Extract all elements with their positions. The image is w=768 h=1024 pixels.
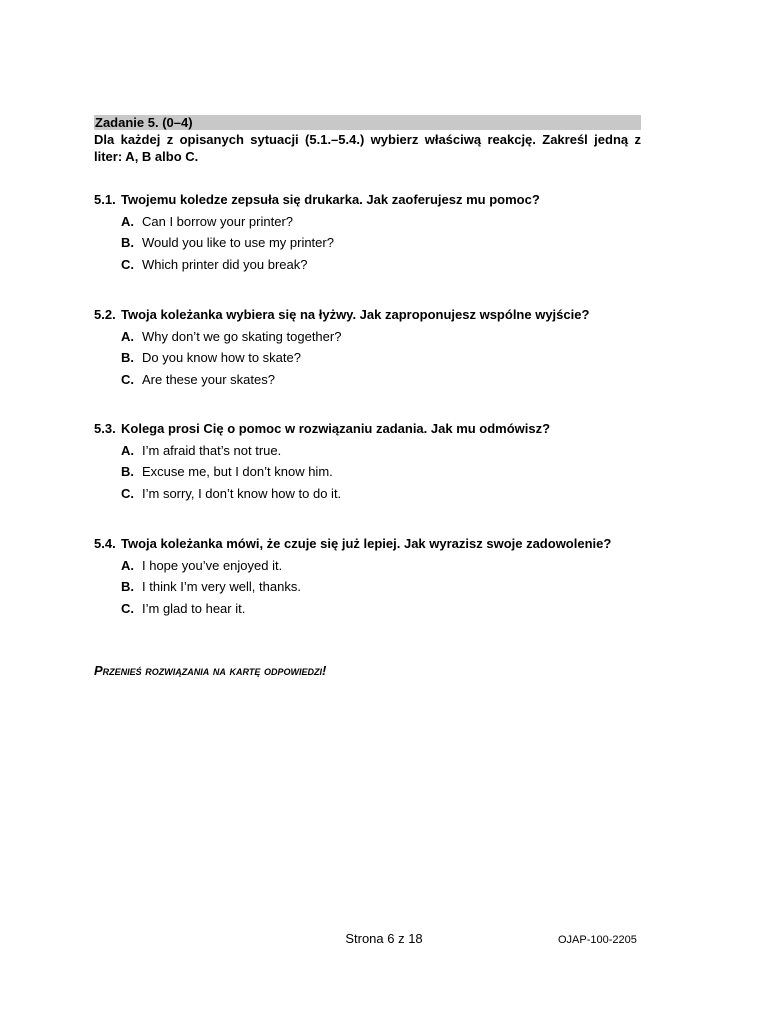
question-5-2 bbox=[94, 307, 654, 388]
question-text: Kolega prosi Cię o pomoc w rozwiązaniu zadania. Jak mu odmówisz? bbox=[121, 421, 551, 436]
task-header: Zadanie 5. (0–4) bbox=[94, 115, 641, 130]
question-5-4 bbox=[94, 536, 654, 617]
option-a[interactable] bbox=[94, 329, 654, 345]
question-stem bbox=[94, 307, 654, 323]
question-text: Twojemu koledze zepsuła się drukarka. Jak zaoferujesz mu pomoc? bbox=[121, 192, 540, 207]
option-letter: A. bbox=[121, 328, 134, 344]
option-b[interactable] bbox=[94, 579, 654, 595]
option-c[interactable] bbox=[94, 257, 654, 273]
option-list bbox=[94, 443, 654, 502]
option-c[interactable] bbox=[94, 372, 654, 388]
option-letter: C. bbox=[121, 256, 134, 272]
option-a[interactable] bbox=[94, 558, 654, 574]
option-text: I’m sorry, I don’t know how to do it. bbox=[142, 485, 342, 501]
option-text: I hope you’ve enjoyed it. bbox=[142, 557, 283, 573]
transfer-answers-note: Przenieś rozwiązania na kartę odpowiedzi! bbox=[94, 663, 327, 678]
option-text: I’m afraid that’s not true. bbox=[142, 442, 282, 458]
option-letter: C. bbox=[121, 371, 134, 387]
option-b[interactable] bbox=[94, 235, 654, 251]
option-c[interactable] bbox=[94, 601, 654, 617]
option-a[interactable] bbox=[94, 214, 654, 230]
question-stem bbox=[94, 536, 654, 552]
option-text: Which printer did you break? bbox=[142, 256, 308, 272]
option-letter: B. bbox=[121, 235, 134, 250]
option-letter: C. bbox=[121, 485, 134, 501]
option-letter: C. bbox=[121, 600, 134, 616]
option-b[interactable] bbox=[94, 464, 654, 480]
exam-code: OJAP-100-2205 bbox=[558, 934, 637, 946]
option-text: Are these your skates? bbox=[142, 371, 275, 387]
option-letter: A. bbox=[121, 557, 134, 573]
option-text: Why don’t we go skating together? bbox=[142, 328, 342, 344]
question-5-1 bbox=[94, 192, 654, 273]
option-list bbox=[94, 214, 654, 273]
option-text: I’m glad to hear it. bbox=[142, 600, 246, 616]
option-letter: B. bbox=[121, 579, 134, 594]
option-letter: B. bbox=[121, 350, 134, 365]
option-c[interactable] bbox=[94, 486, 654, 502]
option-text: Can I borrow your printer? bbox=[142, 213, 294, 229]
question-5-3 bbox=[94, 421, 654, 502]
option-letter: B. bbox=[121, 464, 134, 479]
task-instruction: Dla każdej z opisanych sytuacji (5.1.–5.4.) wybierz właściwą reakcję. Zakreśl jedną z liter: A, B albo C. bbox=[94, 132, 641, 164]
option-letter: A. bbox=[121, 213, 134, 229]
question-number: 5.4. bbox=[94, 536, 116, 551]
option-list bbox=[94, 329, 654, 388]
option-text: I think I’m very well, thanks. bbox=[142, 579, 301, 594]
question-number: 5.2. bbox=[94, 307, 116, 322]
option-text: Would you like to use my printer? bbox=[142, 235, 334, 250]
option-text: Do you know how to skate? bbox=[142, 350, 301, 365]
question-number: 5.1. bbox=[94, 192, 116, 207]
option-b[interactable] bbox=[94, 350, 654, 366]
option-letter: A. bbox=[121, 442, 134, 458]
question-stem bbox=[94, 192, 654, 208]
question-number: 5.3. bbox=[94, 421, 116, 436]
option-list bbox=[94, 558, 654, 617]
question-text: Twoja koleżanka wybiera się na łyżwy. Jak zaproponujesz wspólne wyjście? bbox=[121, 307, 590, 322]
page-number: Strona 6 z 18 bbox=[345, 931, 423, 946]
option-a[interactable] bbox=[94, 443, 654, 459]
question-stem bbox=[94, 421, 654, 437]
option-text: Excuse me, but I don’t know him. bbox=[142, 464, 333, 479]
question-text: Twoja koleżanka mówi, że czuje się już lepiej. Jak wyrazisz swoje zadowolenie? bbox=[121, 536, 612, 551]
